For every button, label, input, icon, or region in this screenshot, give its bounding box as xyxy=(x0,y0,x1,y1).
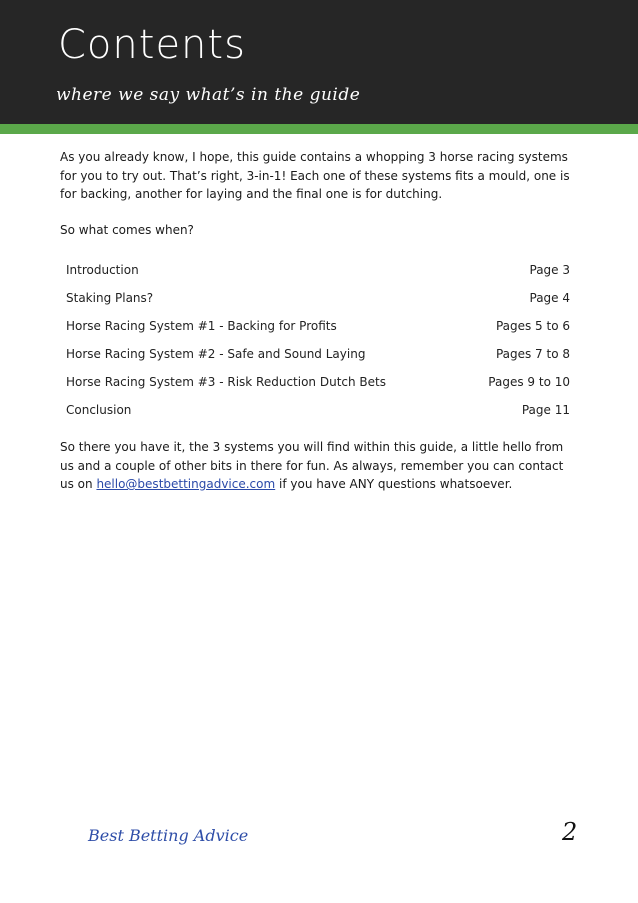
toc-title: Conclusion xyxy=(66,403,132,417)
toc-row-introduction xyxy=(60,256,576,284)
toc-page: Page 11 xyxy=(521,403,570,417)
toc-page: Page 3 xyxy=(529,263,570,277)
email-link[interactable]: hello@bestbettingadvice.com xyxy=(96,477,276,491)
toc-row-staking-plans xyxy=(60,284,576,312)
page-header xyxy=(0,0,638,124)
accent-divider xyxy=(0,124,638,134)
closing-text-end: if you have ANY questions whatsoever. xyxy=(275,477,513,491)
closing-text: So there you have it, the 3 systems you will find within this guide, a little hello from us and a couple of other bits in there for fun. As always, remember you can contact us on xyxy=(60,440,564,491)
table-of-contents xyxy=(60,256,576,424)
page-title: Contents xyxy=(58,22,246,68)
toc-title: Horse Racing System #2 - Safe and Sound Laying xyxy=(66,347,366,361)
toc-page: Pages 9 to 10 xyxy=(488,375,570,389)
intro-paragraph: As you already know, I hope, this guide contains a whopping 3 horse racing systems for you to try out. That’s right, 3-in-1! Each one of these systems fits a mould, one is for backing, another for laying and the final one is for dutching. xyxy=(60,150,570,201)
toc-title: Staking Plans? xyxy=(66,291,154,305)
toc-page: Pages 7 to 8 xyxy=(495,347,570,361)
toc-row-system-3 xyxy=(60,368,576,396)
toc-page: Page 4 xyxy=(529,291,570,305)
toc-page: Pages 5 to 6 xyxy=(495,319,570,333)
toc-title: Introduction xyxy=(66,263,139,277)
toc-title: Horse Racing System #1 - Backing for Profits xyxy=(66,319,337,333)
footer-brand: Best Betting Advice xyxy=(88,826,249,845)
toc-title: Horse Racing System #3 - Risk Reduction Dutch Bets xyxy=(66,375,386,389)
main-content xyxy=(60,148,576,494)
toc-row-conclusion xyxy=(60,396,576,424)
toc-row-system-2 xyxy=(60,340,576,368)
closing-paragraph xyxy=(60,438,576,494)
footer-page-number: 2 xyxy=(562,818,578,846)
toc-question: So what comes when? xyxy=(60,222,194,237)
page-subtitle: where we say what’s in the guide xyxy=(56,85,361,105)
toc-row-system-1 xyxy=(60,312,576,340)
